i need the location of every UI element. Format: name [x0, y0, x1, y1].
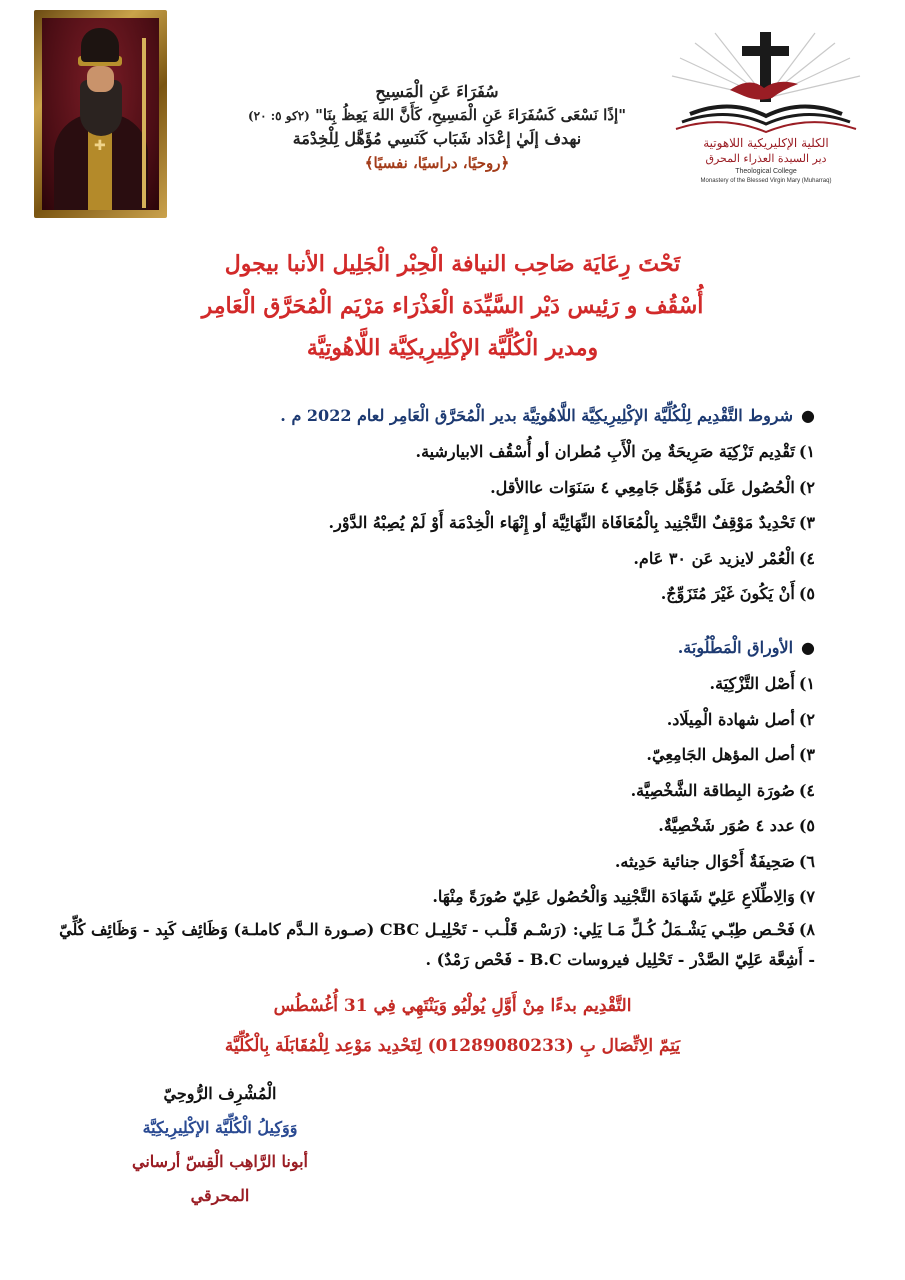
list-item — [55, 702, 815, 738]
logo-arabic-line-1: الكلية الإكليريكية اللاهوتية — [703, 136, 829, 150]
header-line-3: نهدف إلَيٰ إعْدَاد شَبَاب كَنَسِي مُؤَهَّل لِلْخِدْمَة — [292, 129, 582, 148]
list-item — [55, 879, 815, 915]
list-item — [55, 915, 815, 975]
item-number: ١) — [798, 442, 815, 461]
list-item — [55, 666, 815, 702]
list-item — [55, 844, 815, 880]
item-number: ٣) — [798, 745, 815, 764]
documents-title — [55, 630, 815, 666]
bullet-icon: ● — [801, 638, 815, 657]
item-number: ٤) — [798, 548, 815, 568]
conditions-title — [115, 398, 815, 434]
header-line-2 — [217, 106, 657, 124]
item-text: الْحُصُول عَلَى مُؤَهِّل جَامِعِي ٤ سَنَوَات عاالأقل. — [490, 477, 795, 497]
item-text: وَالِاطِّلَاعِ عَلِيّ شَهَادَة التَّجْنِيد وَالْحُصُول عَلِيّ صُورَةً مِنْهَا. — [432, 887, 795, 906]
patronage-block — [100, 243, 805, 369]
header-line-1: سُفَرَاءَ عَنِ الْمَسِيحِ — [375, 82, 499, 101]
item-text: فَحْـص طِبّـي يَشْـمَلُ كُـلِّ مَـا يَلِي: (رَسْـم قَلْـب - تَحْلِيـل CBC (صـورة الـدَّم كاملـة) وَظَائِف كَبِد - وَظَائِف كُلِّيّ - أَشِعَّة عَلِيّ الصَّدْر - تَحْلِيل فيروسات B.C - فَحْص رَمْدٌ) . — [59, 919, 815, 969]
contact-line: يَتِمّ الِاتِّصَال بِ (01289080233) لِتَحْدِيد مَوْعِد لِلْمُقَابَلَة بِالْكُلِّيَّة — [224, 1036, 681, 1056]
list-item — [55, 773, 815, 809]
logo-arabic-line-2: دير السيدة العذراء المحرق — [705, 152, 827, 165]
list-item — [115, 576, 815, 612]
college-logo — [660, 28, 872, 200]
signature-line-3: أبونا الرَّاهِب الْقِسّ أرساني المحرقي — [132, 1152, 308, 1205]
patronage-line: أُسْقُف و رَئِيس دَيْر السَّيِّدَة الْعَذْرَاء مَرْيَم الْمُحَرَّق الْعَامِر — [201, 293, 704, 319]
item-text: الْعُمْر لايزيد عَن ٣٠ عَام. — [633, 548, 795, 568]
list-item — [55, 737, 815, 773]
bullet-icon: ● — [801, 406, 815, 425]
item-text: أصل المؤهل الجَامِعِيّ. — [646, 745, 795, 764]
conditions-section — [115, 398, 815, 612]
signature-line-1: الْمُشْرِف الرُّوحِيّ — [163, 1084, 277, 1103]
bible-quote: "إذًا نَسْعَى كَسُفَرَاءَ عَنِ الْمَسِيحِ، كَأَنَّ اللهَ يَعِظُ بِنَا" — [315, 106, 627, 124]
item-number: ٧) — [798, 887, 815, 906]
item-number: ٦) — [798, 851, 815, 871]
list-item — [115, 505, 815, 541]
item-number: ٥) — [798, 816, 815, 835]
item-text: أَنْ يَكُونَ غَيْرَ مُتَزَوِّجٌ. — [660, 584, 795, 603]
logo-english-line-1: Theological College — [735, 168, 797, 175]
list-item — [115, 541, 815, 577]
conditions-title-text: شروط التَّقْدِيم لِلْكُلِّيَّة الإكْلِيرِيكِيَّة اللَّاهُوتِيَّة بدير الْمُحَرَّق الْعَامِر لعام 2022 م . — [280, 406, 794, 425]
item-number: ٢) — [798, 709, 815, 729]
header-line-4: ﴿روحيًا، دراسيًا، نفسيًا﴾ — [364, 154, 510, 172]
item-text: تَقْدِيم تَزْكِيَة صَرِيحَةٌ مِنَ الْأَبِ مُطران أو أُسْقُف الابيارشية. — [415, 442, 795, 461]
item-text: صُورَة البِطاقة الشَّخْصِيَّة. — [630, 780, 795, 800]
item-number: ١) — [798, 674, 815, 693]
header-text-block — [217, 82, 657, 172]
item-text: صَحِيفَةٌ أَحْوَال جنائية حَدِيثه. — [614, 851, 795, 871]
list-item — [115, 470, 815, 506]
logo-english-line-2: Monastery of the Blessed Virgin Mary (Muharraq) — [700, 178, 832, 184]
item-number: ٢) — [798, 477, 815, 497]
item-text: تَحْدِيدٌ مَوْقِفٌ التَّجْنِيد بِالْمُعَافَاة النِّهَائِيَّة أو إِنْهَاء الْخِدْمَة أَوْ لَمْ يُصِبْهُ الدَّوْر. — [328, 513, 795, 532]
list-item — [55, 808, 815, 844]
item-number: ٥) — [798, 584, 815, 603]
item-text: أَصْل التَّزْكِيَة. — [709, 674, 795, 693]
signature-line-2: وَوَكِيلُ الْكُلِّيَّة الإكْلِيرِيكِيَّة — [142, 1118, 298, 1137]
list-item — [115, 434, 815, 470]
item-number: ٤) — [798, 780, 815, 800]
item-text: عدد ٤ صُوَر شَخْصِيَّةٌ. — [658, 816, 795, 835]
patronage-line: ومدير الْكُلِّيَّة الإكْلِيرِيكِيَّة اللَّاهُوتِيَّة — [306, 335, 599, 361]
cross-book-dove-icon — [660, 28, 872, 138]
bishop-portrait-image: ✚ — [34, 10, 167, 218]
item-number: ٣) — [798, 513, 815, 532]
documents-section — [55, 630, 815, 975]
item-text: أصل شهادة الْمِيلَاد. — [666, 709, 795, 729]
bible-reference: (٢كو ٥: ٢٠) — [247, 109, 310, 123]
documents-title-text: الأوراق الْمَطْلُوبَة. — [677, 638, 794, 657]
application-dates: التَّقْدِيم بدءًا مِنْ أَوَّلِ يُولْيُو وَيَنْتَهِي فِي 31 أُغُسْطُس — [273, 996, 632, 1016]
patronage-line: تَحْتَ رِعَايَة صَاحِب النيافة الْحِبْر الْجَلِيل الأنبا بيجول — [224, 251, 681, 277]
signature-block — [100, 1077, 340, 1213]
item-number: ٨) — [798, 919, 815, 939]
